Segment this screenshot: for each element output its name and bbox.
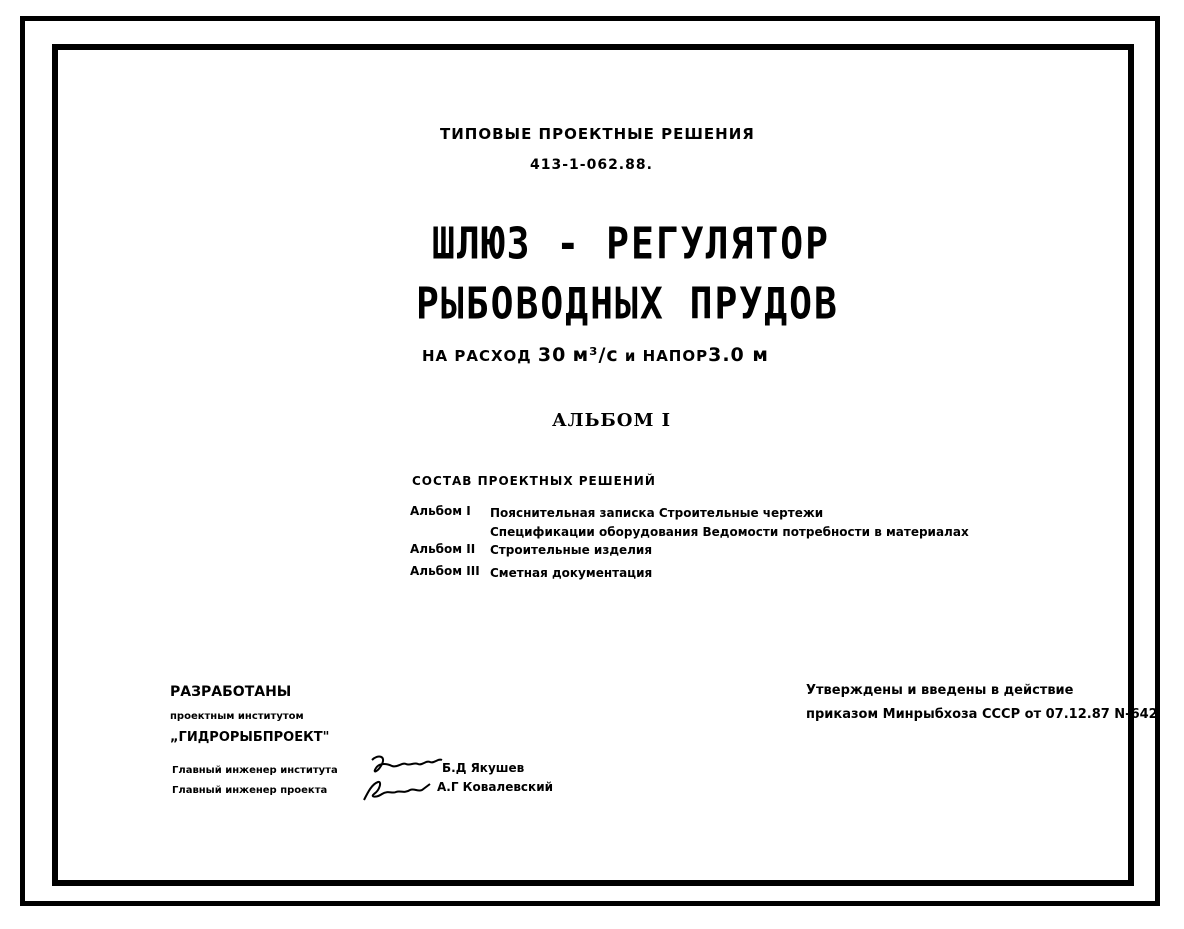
developer-organization: „ГИДРОРЫБПРОЕКТ" (170, 730, 330, 745)
album-2-label: Альбом II (410, 542, 476, 556)
album-1-line-1: Пояснительная записка Строительные чертежи (490, 506, 824, 520)
flow-label: НА РАСХОД (422, 347, 532, 365)
album-1-label: Альбом I (410, 504, 471, 518)
developer-institute: проектным институтом (170, 711, 304, 722)
design-parameters (422, 344, 769, 366)
signature-2-image (358, 778, 432, 804)
approval-line-2: приказом Минрыбхоза СССР от 07.12.87 N-642 (806, 707, 1158, 722)
and-word: и (624, 347, 637, 365)
album-3-line-1: Сметная документация (490, 566, 653, 580)
signer-2-role: Главный инженер проекта (172, 785, 328, 796)
document-code: 413-1-062.88. (530, 157, 653, 173)
signer-2-name: А.Г Ковалевский (437, 780, 554, 794)
series-title: ТИПОВЫЕ ПРОЕКТНЫЕ РЕШЕНИЯ (440, 125, 755, 143)
album-3-label: Альбом III (410, 564, 480, 578)
head-label: НАПОР (642, 347, 709, 365)
signer-1-name: Б.Д Якушев (442, 761, 525, 775)
flow-value: 30 (537, 344, 567, 366)
head-value: 3.0 м (708, 344, 769, 366)
main-title-line-2: РЫБОВОДНЫХ ПРУДОВ (416, 278, 839, 329)
flow-unit: м³/с (572, 344, 619, 366)
album-2-line-1: Строительные изделия (490, 543, 653, 557)
signer-1-role: Главный инженер института (172, 765, 338, 776)
album-1-line-2: Спецификации оборудования Ведомости потребности в материалах (490, 525, 969, 539)
approval-line-1: Утверждены и введены в действие (806, 683, 1074, 698)
album-heading: АЛЬБОМ I (552, 410, 672, 431)
developer-heading: РАЗРАБОТАНЫ (170, 684, 292, 700)
signature-1-image (368, 752, 444, 778)
main-title-line-1: ШЛЮЗ - РЕГУЛЯТОР (432, 218, 831, 269)
composition-heading: СОСТАВ ПРОЕКТНЫХ РЕШЕНИЙ (412, 474, 656, 488)
